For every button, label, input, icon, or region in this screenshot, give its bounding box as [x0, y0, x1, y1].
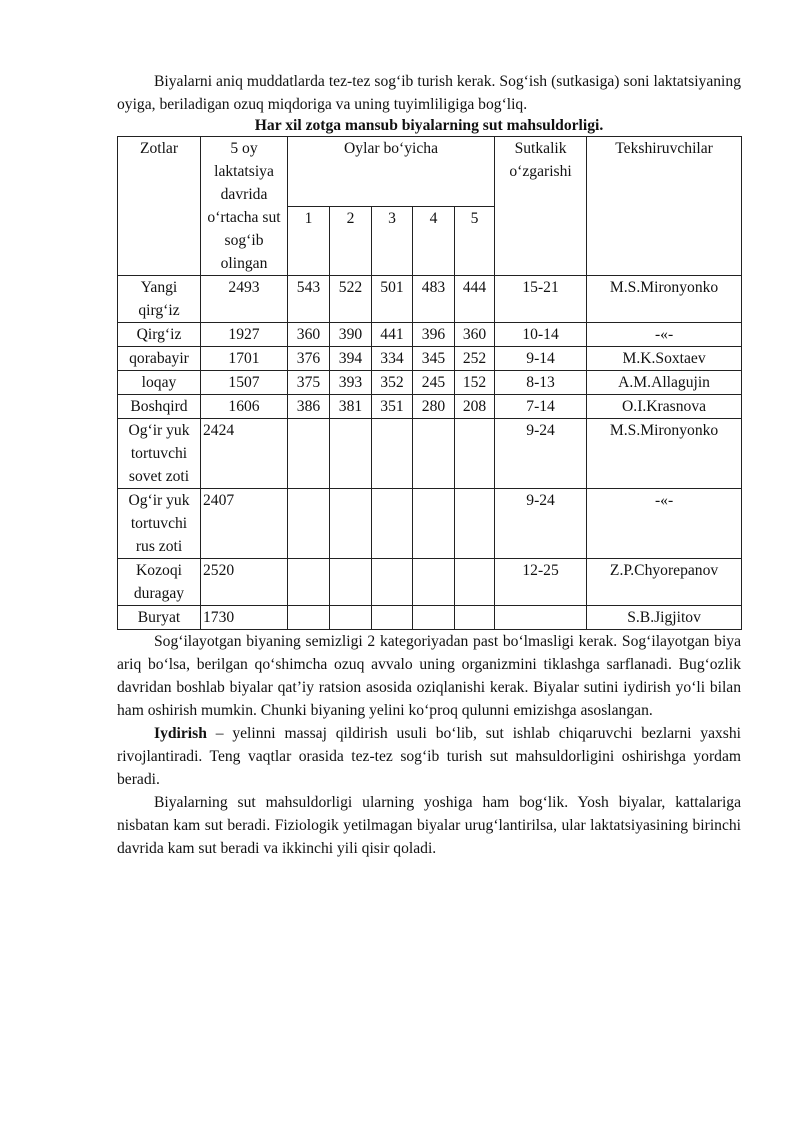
month-4-cell: [413, 419, 455, 489]
daily-cell: 7-14: [495, 395, 587, 419]
month-3-cell: [372, 419, 413, 489]
breed-cell: Kozoqi duragay: [118, 559, 201, 606]
term-iydirish: Iydirish: [154, 725, 207, 742]
daily-cell: [495, 606, 587, 630]
avg-cell: 1730: [201, 606, 288, 630]
month-2-cell: 394: [330, 347, 372, 371]
month-2-cell: [330, 606, 372, 630]
month-3-cell: 351: [372, 395, 413, 419]
daily-cell: 15-21: [495, 276, 587, 323]
table-row: [118, 395, 742, 419]
month-4-cell: 396: [413, 323, 455, 347]
paragraph-3: Biyalarning sut mahsuldorligi ularning yoshiga ham bog‘lik. Yosh biyalar, kattalariga nisbatan kam sut beradi. Fiziologik yetilmagan biyalar urug‘lantirilsa, ular laktatsiyasining birinchi davrida kam sut beradi va ikkinchi yili qisir qoladi.: [117, 794, 741, 857]
month-1-cell: 375: [288, 371, 330, 395]
month-5-cell: [455, 606, 495, 630]
month-2-cell: 393: [330, 371, 372, 395]
breed-cell: Og‘ir yuk tortuvchi rus zoti: [118, 489, 201, 559]
researcher-cell: -«-: [587, 489, 742, 559]
month-5-cell: 444: [455, 276, 495, 323]
month-1-cell: 543: [288, 276, 330, 323]
month-3-cell: 352: [372, 371, 413, 395]
month-2-cell: [330, 559, 372, 606]
month-2-cell: 381: [330, 395, 372, 419]
month-1-cell: [288, 559, 330, 606]
researcher-cell: M.K.Soxtaev: [587, 347, 742, 371]
month-3-cell: 441: [372, 323, 413, 347]
month-2-cell: [330, 489, 372, 559]
header-months: Oylar bo‘yicha: [288, 137, 495, 207]
table-body: [118, 276, 742, 630]
month-2-cell: [330, 419, 372, 489]
month-1-cell: 386: [288, 395, 330, 419]
breed-cell: Og‘ir yuk tortuvchi sovet zoti: [118, 419, 201, 489]
avg-cell: 1507: [201, 371, 288, 395]
table-row: [118, 419, 742, 489]
month-4-cell: 483: [413, 276, 455, 323]
avg-cell: 2493: [201, 276, 288, 323]
month-3-cell: [372, 489, 413, 559]
milk-yield-table: [117, 136, 742, 630]
month-5-cell: [455, 489, 495, 559]
table-row: [118, 323, 742, 347]
month-5-cell: 252: [455, 347, 495, 371]
header-month-2: 2: [330, 206, 372, 276]
avg-cell: 1701: [201, 347, 288, 371]
month-4-cell: 345: [413, 347, 455, 371]
breed-cell: loqay: [118, 371, 201, 395]
month-4-cell: 245: [413, 371, 455, 395]
month-5-cell: 152: [455, 371, 495, 395]
month-4-cell: [413, 559, 455, 606]
month-1-cell: [288, 606, 330, 630]
header-month-4: 4: [413, 206, 455, 276]
month-2-cell: 522: [330, 276, 372, 323]
month-3-cell: 501: [372, 276, 413, 323]
month-5-cell: [455, 419, 495, 489]
researcher-cell: S.B.Jigjitov: [587, 606, 742, 630]
avg-cell: 1606: [201, 395, 288, 419]
document-page: [117, 70, 741, 860]
paragraph-2: [117, 722, 741, 791]
month-1-cell: [288, 489, 330, 559]
month-1-cell: 376: [288, 347, 330, 371]
month-5-cell: 360: [455, 323, 495, 347]
month-3-cell: [372, 559, 413, 606]
header-month-5: 5: [455, 206, 495, 276]
daily-cell: 8-13: [495, 371, 587, 395]
month-4-cell: [413, 606, 455, 630]
breed-cell: Yangi qirg‘iz: [118, 276, 201, 323]
table-header-row: [118, 137, 742, 207]
avg-cell: 2520: [201, 559, 288, 606]
daily-cell: 9-24: [495, 419, 587, 489]
header-researchers: Tekshiruvchilar: [587, 137, 742, 276]
paragraph-2-text: – yelinni massaj qildirish usuli bo‘lib, sut ishlab chiqaruvchi bezlarni yaxshi rivojlantiradi. Teng vaqtlar orasida tez-tez sog‘ib turish sut mahsuldorligini oshirishga yordam beradi.: [117, 725, 741, 788]
month-1-cell: 360: [288, 323, 330, 347]
paragraph-1: Sog‘ilayotgan biyaning semizligi 2 kategoriyadan past bo‘lmasligi kerak. Sog‘ilayotgan biya ariq bo‘lsa, berilgan qo‘shimcha ozuq avvalo uning organizmini tiklashga sarflanadi. Bug‘ozlik davridan boshlab biyalar qat’iy ratsion asosida oziqlanishi kerak. Biyalar sutini iydirish yo‘li bilan ham oshirish mumkin. Chunki biyaning yelini ko‘proq qulunni emizishga asoslangan.: [117, 633, 741, 719]
header-daily: Sutkalik o‘zgarishi: [495, 137, 587, 276]
header-month-1: 1: [288, 206, 330, 276]
month-3-cell: [372, 606, 413, 630]
researcher-cell: -«-: [587, 323, 742, 347]
table-row: [118, 276, 742, 323]
avg-cell: 2424: [201, 419, 288, 489]
researcher-cell: M.S.Mironyonko: [587, 419, 742, 489]
month-4-cell: [413, 489, 455, 559]
daily-cell: 12-25: [495, 559, 587, 606]
researcher-cell: M.S.Mironyonko: [587, 276, 742, 323]
researcher-cell: A.M.Allagujin: [587, 371, 742, 395]
breed-cell: qorabayir: [118, 347, 201, 371]
table-row: [118, 371, 742, 395]
avg-cell: 2407: [201, 489, 288, 559]
month-1-cell: [288, 419, 330, 489]
breed-cell: Qirg‘iz: [118, 323, 201, 347]
daily-cell: 9-14: [495, 347, 587, 371]
month-5-cell: [455, 559, 495, 606]
table-row: [118, 559, 742, 606]
intro-paragraph: Biyalarni aniq muddatlarda tez-tez sog‘ib turish kerak. Sog‘ish (sutkasiga) soni laktatsiyaning oyiga, beriladigan ozuq miqdoriga va uning tuyimliligiga bog‘liq.: [117, 73, 741, 113]
month-2-cell: 390: [330, 323, 372, 347]
daily-cell: 9-24: [495, 489, 587, 559]
table-row: [118, 347, 742, 371]
header-month-3: 3: [372, 206, 413, 276]
avg-cell: 1927: [201, 323, 288, 347]
researcher-cell: Z.P.Chyorepanov: [587, 559, 742, 606]
breed-cell: Buryat: [118, 606, 201, 630]
header-zotlar: Zotlar: [118, 137, 201, 276]
table-row: [118, 489, 742, 559]
month-5-cell: 208: [455, 395, 495, 419]
table-row: [118, 606, 742, 630]
breed-cell: Boshqird: [118, 395, 201, 419]
month-3-cell: 334: [372, 347, 413, 371]
daily-cell: 10-14: [495, 323, 587, 347]
researcher-cell: O.I.Krasnova: [587, 395, 742, 419]
header-avg: 5 oy laktatsiya davrida o‘rtacha sut sog‘ib olingan: [201, 137, 288, 276]
table-title: Har xil zotga mansub biyalarning sut mahsuldorligi.: [254, 117, 604, 134]
month-4-cell: 280: [413, 395, 455, 419]
